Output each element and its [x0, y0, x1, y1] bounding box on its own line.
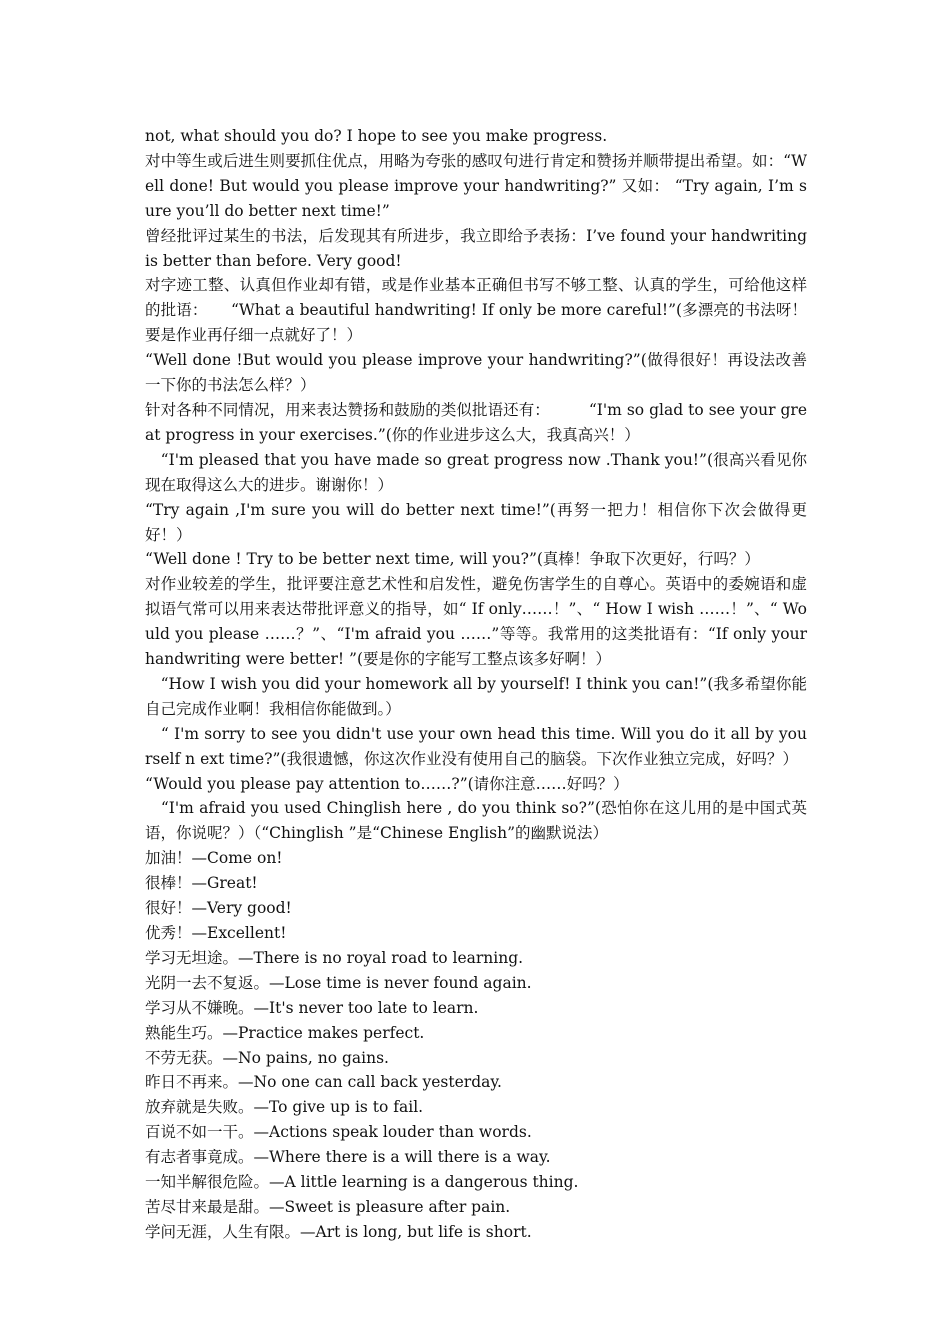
- phrase-item: 加油！—Come on!: [145, 849, 283, 868]
- paragraph: “Well done ! Try to be better next time, will you?”(真棒！争取下次更好，行吗？）: [145, 550, 760, 569]
- paragraph: “Would you please pay attention to……?”(请你注意……好吗？）: [145, 774, 629, 793]
- phrase-item: 很好！—Very good!: [145, 899, 292, 918]
- phrase-item: 学习从不嫌晚。—It's never too late to learn.: [145, 998, 479, 1017]
- paragraph: “Well done !But would you please improve your handwriting?”(做得很好！再设法改善一下你的书法怎么样？）: [145, 351, 807, 395]
- phrase-item: 有志者事竟成。—Where there is a will there is a way.: [145, 1148, 551, 1167]
- paragraph: 对作业较差的学生，批评要注意艺术性和启发性，避免伤害学生的自尊心。英语中的委婉语和虚拟语气常可以用来表达带批评意义的指导，如“ If only……！”、“ How I wish ……！”、“ Would you please ……？”、“I'm afraid you ……”等等。我常用的这类批语有：“If only your handwriting were better! ”(要是你的字能写工整点该多好啊！）: [145, 575, 807, 669]
- phrase-item: 百说不如一干。—Actions speak louder than words.: [145, 1123, 532, 1142]
- paragraph: “Try again ,I'm sure you will do better next time!”(再努一把力！相信你下次会做得更好！）: [145, 500, 807, 544]
- phrase-item: 一知半解很危险。—A little learning is a dangerous thing.: [145, 1173, 579, 1192]
- paragraph: 对中等生或后进生则要抓住优点，用略为夸张的感叹句进行肯定和赞扬并顺带提出希望。如：“Well done! But would you please improve your handwriting?” 又如： “Try again, I’m sure you’ll do better next time!”: [145, 151, 807, 220]
- paragraph: “How I wish you did your homework all by yourself! I think you can!”(我多希望你能自己完成作业啊！我相信你能做到。）: [145, 674, 807, 718]
- phrase-item: 很棒！—Great!: [145, 874, 258, 893]
- paragraph: 曾经批评过某生的书法，后发现其有所进步，我立即给予表扬：I’ve found your handwriting is better than before. Very good!: [145, 226, 807, 270]
- phrase-item: 熟能生巧。—Practice makes perfect.: [145, 1023, 425, 1042]
- phrase-item: 学习无坦途。—There is no royal road to learning.: [145, 948, 524, 967]
- phrase-item: 光阴一去不复返。—Lose time is never found again.: [145, 973, 532, 992]
- phrase-item: 放弃就是失败。—To give up is to fail.: [145, 1098, 424, 1117]
- phrase-item: 学问无涯，人生有限。—Art is long, but life is short.: [145, 1222, 532, 1241]
- paragraph: not, what should you do? I hope to see you make progress.: [145, 127, 608, 145]
- phrase-item: 不劳无获。—No pains, no gains.: [145, 1048, 389, 1067]
- phrase-list: [145, 846, 807, 1245]
- document-body: [145, 124, 807, 1245]
- paragraph: 针对各种不同情况，用来表达赞扬和鼓励的类似批语还有： “I'm so glad to see your great progress in your exercises.”(你的作业进步这么大，我真高兴！）: [145, 400, 807, 444]
- phrase-item: 苦尽甘来最是甜。—Sweet is pleasure after pain.: [145, 1197, 511, 1216]
- paragraph: 对字迹工整、认真但作业却有错，或是作业基本正确但书写不够工整、认真的学生，可给他这样的批语： “What a beautiful handwriting! If only be more careful!”(多漂亮的书法呀！要是作业再仔细一点就好了！）: [145, 276, 807, 345]
- phrase-item: 昨日不再来。—No one can call back yesterday.: [145, 1073, 502, 1092]
- paragraph: “I'm afraid you used Chinglish here , do you think so?”(恐怕你在这儿用的是中国式英语，你说呢？）（“Chinglish ”是“Chinese English”的幽默说法）: [145, 799, 807, 843]
- paragraph: “I'm pleased that you have made so great progress now .Thank you!”(很高兴看见你现在取得这么大的进步。谢谢你！）: [145, 450, 807, 494]
- paragraph: “ I'm sorry to see you didn't use your own head this time. Will you do it all by yourself n ext time?”(我很遗憾，你这次作业没有使用自己的脑袋。下次作业独立完成，好吗？）: [145, 724, 807, 768]
- phrase-item: 优秀！—Excellent!: [145, 924, 287, 942]
